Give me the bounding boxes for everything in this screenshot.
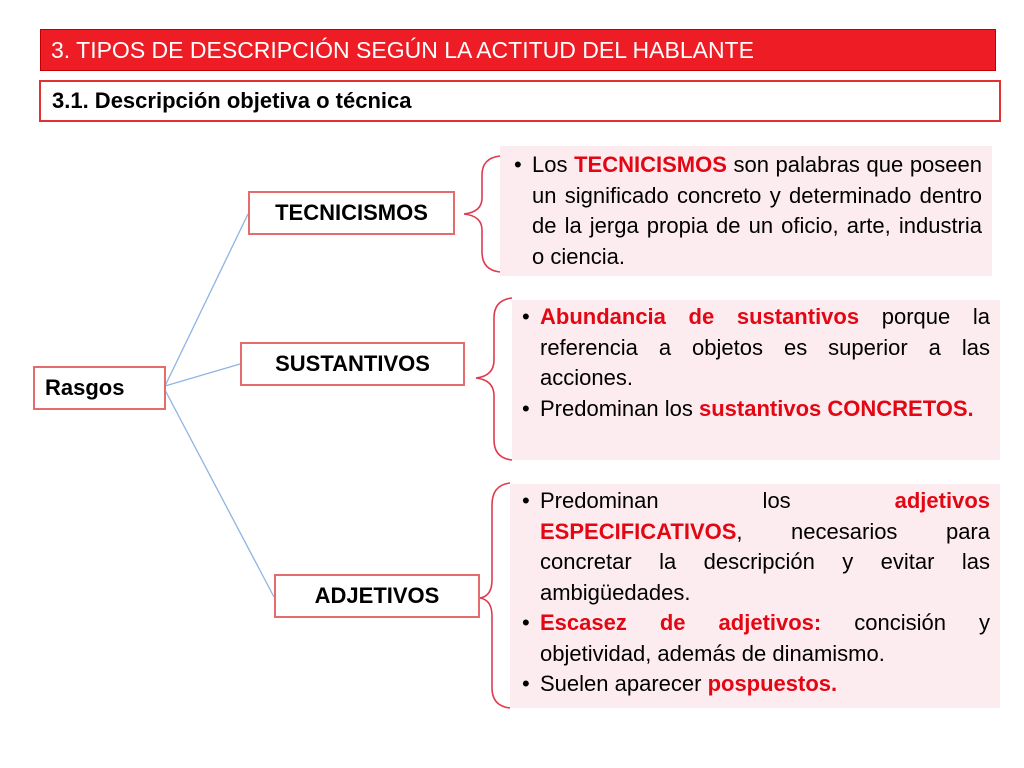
connector-tecnicismos <box>165 214 248 386</box>
highlight-run: adjetivos ESPECIFICATIVOS <box>540 488 990 544</box>
text-run: son palabras que poseen un significado concreto y determinado dentro de la jerga propia de un oficio, arte, industria o ciencia. <box>532 152 982 269</box>
bullet-item <box>518 669 990 700</box>
bracket-sustantivos <box>476 298 512 460</box>
bullet-list <box>510 150 982 272</box>
node-sustantivos: SUSTANTIVOS <box>240 342 465 386</box>
bullet-item <box>518 486 990 608</box>
text-run: Predominan los <box>540 395 699 421</box>
bullet-list <box>518 302 990 424</box>
highlight-run: pospuestos. <box>707 671 838 696</box>
text-run: concisión y objetividad, además de dinamismo. <box>540 610 990 666</box>
connector-adjetivos <box>165 390 274 597</box>
panel-sustantivos <box>512 300 1000 460</box>
bullet-list <box>518 486 990 700</box>
connector-sustantivos <box>165 364 240 386</box>
bracket-tecnicismos <box>464 156 500 272</box>
highlight-run: TECNICISMOS <box>574 152 727 177</box>
text-run: , necesarios para concretar la descripción y evitar las ambigüedades. <box>540 518 990 605</box>
text-run: porque la referencia a objetos es superior a las acciones. <box>540 304 990 390</box>
bullet-item <box>518 394 990 425</box>
text-run: Predominan los <box>540 488 895 513</box>
text-run: Los <box>532 152 575 177</box>
text-run: Suelen aparecer <box>540 671 708 696</box>
highlight-run: Abundancia de sustantivos <box>540 304 860 329</box>
node-tecnicismos: TECNICISMOS <box>248 191 455 235</box>
node-adjetivos: ADJETIVOS <box>274 574 480 618</box>
root-node-rasgos: Rasgos <box>33 366 166 410</box>
bullet-item <box>518 608 990 669</box>
bullet-item <box>518 302 990 394</box>
highlight-run: sustantivos CONCRETOS. <box>698 395 974 421</box>
panel-tecnicismos <box>500 146 992 276</box>
section-subtitle: 3.1. Descripción objetiva o técnica <box>39 80 1001 122</box>
page-title: 3. TIPOS DE DESCRIPCIÓN SEGÚN LA ACTITUD DEL HABLANTE <box>40 29 996 71</box>
panel-adjetivos <box>510 484 1000 708</box>
highlight-run: Escasez de adjetivos: <box>540 610 822 635</box>
bracket-adjetivos <box>480 483 510 708</box>
bullet-item <box>510 150 982 272</box>
